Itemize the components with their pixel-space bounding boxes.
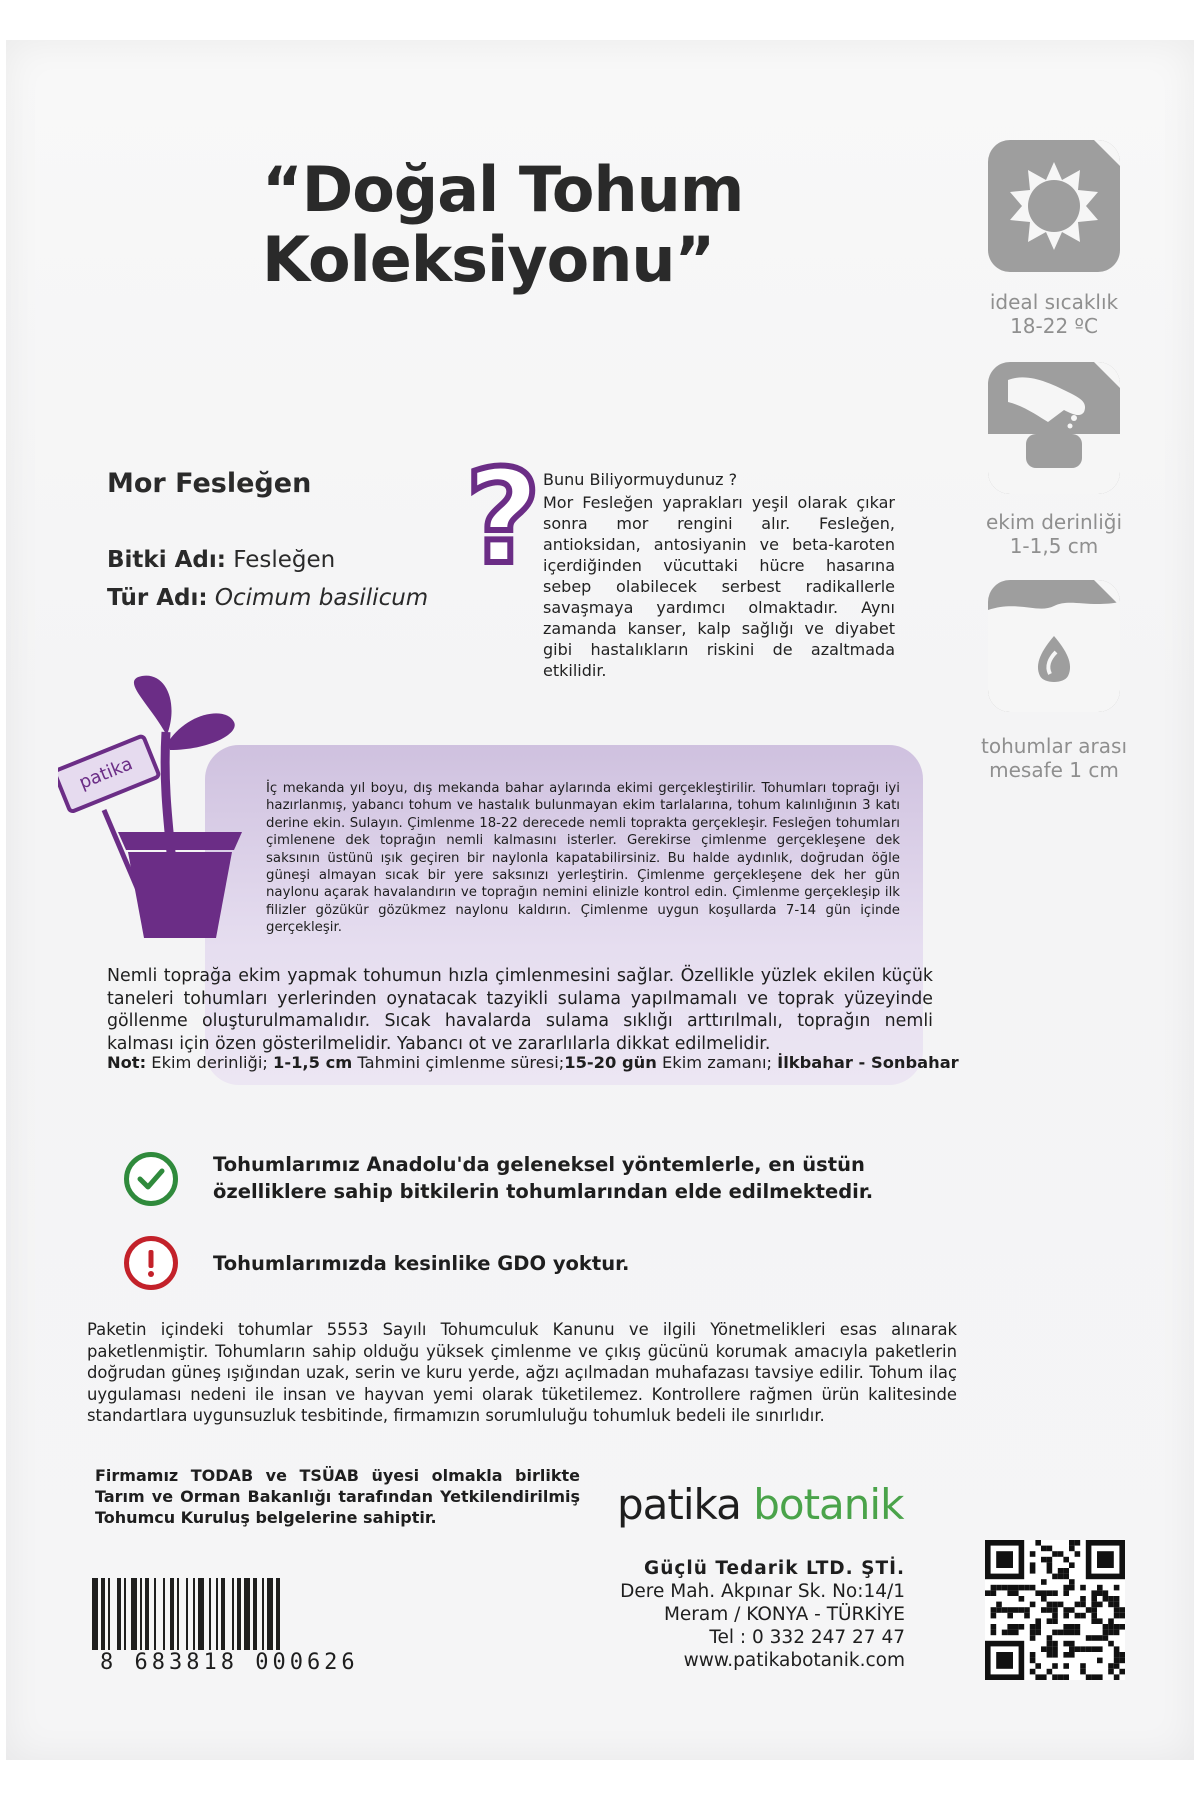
- qr-module: [1108, 1669, 1114, 1675]
- barcode-bar: [117, 1578, 121, 1650]
- qr-module: [1091, 1596, 1097, 1602]
- qr-module: [1052, 1602, 1058, 1608]
- qr-module: [1069, 1579, 1075, 1585]
- qr-module: [1013, 1630, 1019, 1636]
- question-mark-icon: ?: [465, 441, 541, 593]
- product-name: Mor Fesleğen: [107, 468, 312, 499]
- qr-module: [1086, 1674, 1092, 1680]
- qr-module: [1114, 1652, 1120, 1658]
- spacing-value: mesafe 1 cm: [989, 758, 1119, 782]
- company-phone: Tel : 0 332 247 27 47: [709, 1627, 905, 1648]
- brand-logo-part1: patika: [617, 1480, 754, 1529]
- traditional-methods-line-1: Tohumlarımız Anadolu'da geleneksel yöntemlerle, en üstün: [213, 1153, 865, 1176]
- barcode-bar: [216, 1578, 218, 1650]
- note-depth-label: Ekim derinliği;: [146, 1053, 274, 1072]
- qr-module: [1063, 1663, 1069, 1669]
- depth-value: 1-1,5 cm: [1009, 534, 1099, 558]
- qr-module: [1030, 1585, 1036, 1591]
- checkmark-icon: [124, 1152, 178, 1206]
- qr-module: [1047, 1590, 1053, 1596]
- qr-module: [1052, 1607, 1058, 1613]
- barcode-bar: [193, 1578, 195, 1650]
- qr-module: [1075, 1646, 1081, 1652]
- qr-module: [1052, 1590, 1058, 1596]
- qr-module: [1030, 1652, 1036, 1658]
- qr-module: [1119, 1658, 1125, 1664]
- qr-module: [1052, 1613, 1058, 1619]
- barcode-bar: [154, 1578, 156, 1650]
- qr-module: [1097, 1602, 1103, 1608]
- note-line: [107, 1053, 959, 1072]
- barcode-bar: [186, 1578, 188, 1650]
- qr-module: [996, 1602, 1002, 1608]
- qr-module: [1047, 1562, 1053, 1568]
- illustration-tag: patika: [76, 753, 136, 794]
- qr-module: [1063, 1641, 1069, 1647]
- sowing-instructions: İç mekanda yıl boyu, dış mekanda bahar aylarında ekimi gerçekleştirilir. Tohumları toprağı iyi hazırlanmış, yabancı tohum ve hastalık bulunmayan ekim tarlalarına, tohum kalınlığının 3 katı derine ekin. Sulayın. Çimlenme 18-22 derecede nemli toprakta gerçekleşir. Fesleğen tohumları çimlenene dek toprağın nemli kalmasını isterler. Gerekirse çimlenme gerçekleşene dek saksının üstünü ışık geçiren bir naylonla kapatabilirsiniz. Bu halde aydınlık, doğrudan öğle güneşi almayan sıcak bir yere saksınızı yerleştirin. Çimlenme gerçekleşene dek her gün naylonu açarak havalandırın ve toprağın nemini elinizle kontrol edin. Çimlenme gerçekleşip ilk filizler gözükür gözükmez naylonu kaldırın. Çimlenme uygun koşullarda 7-14 gün içinde gerçekleşir.: [266, 781, 900, 936]
- qr-module: [1069, 1562, 1075, 1568]
- qr-module: [1075, 1613, 1081, 1619]
- qr-module: [1019, 1596, 1025, 1602]
- qr-module: [1086, 1635, 1092, 1641]
- qr-module: [1114, 1613, 1120, 1619]
- qr-module: [1063, 1590, 1069, 1596]
- qr-code: [985, 1540, 1125, 1680]
- qr-finder-inner: [996, 1551, 1013, 1568]
- qr-module: [1052, 1618, 1058, 1624]
- qr-module: [1041, 1607, 1047, 1613]
- barcode-bar: [237, 1578, 241, 1650]
- barcode-bar: [145, 1578, 149, 1650]
- temperature-caption: [960, 290, 1148, 338]
- traditional-methods-statement: [213, 1151, 873, 1205]
- qr-module: [1075, 1602, 1081, 1608]
- qr-module: [1075, 1540, 1081, 1546]
- qr-module: [1114, 1630, 1120, 1636]
- qr-module: [1097, 1635, 1103, 1641]
- spacing-label: tohumlar arası: [980, 734, 1127, 758]
- qr-module: [1069, 1585, 1075, 1591]
- qr-module: [1047, 1557, 1053, 1563]
- qr-module: [1019, 1585, 1025, 1591]
- qr-module: [1047, 1635, 1053, 1641]
- barcode-bar: [209, 1578, 211, 1650]
- qr-module: [991, 1624, 997, 1630]
- barcode-bar: [267, 1578, 273, 1650]
- qr-module: [1063, 1585, 1069, 1591]
- plant-name-label: Bitki Adı:: [107, 547, 226, 573]
- qr-module: [1063, 1652, 1069, 1658]
- qr-module: [991, 1590, 997, 1596]
- qr-module: [1007, 1630, 1013, 1636]
- qr-module: [991, 1613, 997, 1619]
- qr-module: [1030, 1562, 1036, 1568]
- qr-module: [1069, 1646, 1075, 1652]
- qr-module: [1052, 1641, 1058, 1647]
- qr-module: [1091, 1635, 1097, 1641]
- qr-module: [1114, 1596, 1120, 1602]
- qr-module: [1041, 1546, 1047, 1552]
- barcode-bar: [221, 1578, 225, 1650]
- plant-name-value: Fesleğen: [233, 547, 336, 573]
- planting-hand-icon: [988, 362, 1120, 494]
- qr-module: [1058, 1551, 1064, 1557]
- qr-module: [1075, 1624, 1081, 1630]
- qr-module: [1002, 1585, 1008, 1591]
- qr-module: [1119, 1613, 1125, 1619]
- qr-module: [1103, 1635, 1109, 1641]
- barcode-bar: [244, 1578, 250, 1650]
- qr-module: [1058, 1630, 1064, 1636]
- barcode-bar: [198, 1578, 204, 1650]
- qr-module: [1080, 1602, 1086, 1608]
- qr-module: [1114, 1658, 1120, 1664]
- barcode-bar: [140, 1578, 142, 1650]
- qr-module: [1047, 1607, 1053, 1613]
- qr-module: [1114, 1607, 1120, 1613]
- qr-module: [1080, 1669, 1086, 1675]
- qr-module: [1069, 1652, 1075, 1658]
- qr-module: [1030, 1551, 1036, 1557]
- qr-module: [996, 1585, 1002, 1591]
- qr-module: [1119, 1624, 1125, 1630]
- note-depth-value: 1-1,5 cm: [273, 1053, 353, 1072]
- qr-module: [1097, 1646, 1103, 1652]
- barcode-bar: [177, 1578, 179, 1650]
- qr-module: [1069, 1630, 1075, 1636]
- qr-module: [1047, 1641, 1053, 1647]
- note-germ-label: Tahmini çimlenme süresi;: [352, 1053, 565, 1072]
- qr-module: [1091, 1590, 1097, 1596]
- qr-module: [1080, 1585, 1086, 1591]
- qr-finder-inner: [996, 1652, 1013, 1669]
- qr-module: [1103, 1596, 1109, 1602]
- note-season-label: Ekim zamanı;: [656, 1053, 778, 1072]
- qr-module: [1035, 1590, 1041, 1596]
- title-line-1: “Doğal Tohum: [262, 153, 744, 226]
- qr-module: [1069, 1540, 1075, 1546]
- qr-module: [1052, 1663, 1058, 1669]
- qr-module: [1069, 1641, 1075, 1647]
- qr-module: [1052, 1646, 1058, 1652]
- qr-module: [1024, 1613, 1030, 1619]
- qr-module: [1080, 1646, 1086, 1652]
- seed-spacing-icon: [988, 580, 1120, 712]
- qr-module: [1063, 1568, 1069, 1574]
- qr-module: [1063, 1624, 1069, 1630]
- qr-module: [1058, 1674, 1064, 1680]
- barcode-bar: [170, 1578, 174, 1650]
- qr-module: [1114, 1624, 1120, 1630]
- qr-module: [1041, 1646, 1047, 1652]
- qr-module: [1108, 1596, 1114, 1602]
- qr-module: [1063, 1674, 1069, 1680]
- qr-module: [1035, 1663, 1041, 1669]
- note-label: Not:: [107, 1053, 147, 1072]
- qr-module: [1108, 1624, 1114, 1630]
- qr-module: [1114, 1674, 1120, 1680]
- qr-module: [1047, 1546, 1053, 1552]
- qr-module: [1091, 1607, 1097, 1613]
- barcode-bar: [232, 1578, 234, 1650]
- qr-module: [1103, 1590, 1109, 1596]
- qr-module: [1097, 1585, 1103, 1591]
- did-you-know-text: Mor Fesleğen yaprakları yeşil olarak çıkar sonra mor rengini alır. Fesleğen, antioksidan, antosiyanin ve beta-karoten içerdiğinden vücuttaki hücre hasarına sebep olabilecek serbest radikallerle savaşmaya yardımcı olmaktadır. Aynı zamanda kanser, kalp sağlığı ve diyabet gibi hastalıkların riskini de azaltmada etkilidir.: [543, 493, 895, 680]
- qr-module: [1063, 1574, 1069, 1580]
- qr-module: [1041, 1674, 1047, 1680]
- barcode-bar: [101, 1578, 105, 1650]
- watering-instructions: Nemli toprağa ekim yapmak tohumun hızla çimlenmesini sağlar. Özellikle yüzlek ekilen küçük taneleri tohumları yerlerinden oynatacak tazyikli sulama yapılmamalı ve toprak yüzeyinde göllenme oluşturulmamalıdır. Sıcak havalarda sulama sıklığı arttırılmalı, toprağın nemli kalması için özen gösterilmelidir. Yabancı ot ve zararlılarla dikkat edilmelidir.: [107, 966, 933, 1054]
- qr-module: [1052, 1652, 1058, 1658]
- qr-module: [1035, 1540, 1041, 1546]
- qr-module: [1052, 1630, 1058, 1636]
- company-address-1: Dere Mah. Akpınar Sk. No:14/1: [620, 1581, 905, 1602]
- qr-module: [1058, 1568, 1064, 1574]
- qr-module: [1013, 1585, 1019, 1591]
- qr-module: [1030, 1602, 1036, 1608]
- qr-module: [1041, 1590, 1047, 1596]
- qr-module: [1069, 1546, 1075, 1552]
- qr-module: [991, 1585, 997, 1591]
- qr-module: [1007, 1624, 1013, 1630]
- potted-sprout-icon: [58, 672, 278, 942]
- temperature-label: ideal sıcaklık: [989, 290, 1119, 314]
- qr-module: [1097, 1658, 1103, 1664]
- species-name-row: [107, 585, 428, 611]
- qr-module: [1091, 1618, 1097, 1624]
- qr-module: [1035, 1618, 1041, 1624]
- barcode-bar: [108, 1578, 110, 1650]
- qr-module: [1047, 1646, 1053, 1652]
- qr-module: [1041, 1579, 1047, 1585]
- barcode-bar: [92, 1578, 98, 1650]
- no-gmo-statement: Tohumlarımızda kesinlike GDO yoktur.: [213, 1252, 630, 1275]
- depth-label: ekim derinliği: [985, 510, 1123, 534]
- qr-module: [1108, 1630, 1114, 1636]
- qr-module: [1052, 1551, 1058, 1557]
- qr-module: [1080, 1663, 1086, 1669]
- barcode-bar: [163, 1578, 165, 1650]
- qr-module: [1097, 1674, 1103, 1680]
- qr-module: [1069, 1624, 1075, 1630]
- qr-module: [1080, 1613, 1086, 1619]
- company-info: [605, 1557, 905, 1672]
- qr-module: [1035, 1624, 1041, 1630]
- qr-module: [1108, 1641, 1114, 1647]
- qr-module: [1052, 1574, 1058, 1580]
- qr-module: [1114, 1646, 1120, 1652]
- qr-module: [1019, 1624, 1025, 1630]
- qr-module: [1075, 1551, 1081, 1557]
- barcode: [92, 1578, 382, 1650]
- qr-module: [1063, 1557, 1069, 1563]
- qr-module: [1030, 1568, 1036, 1574]
- qr-module: [1097, 1590, 1103, 1596]
- qr-module: [991, 1630, 997, 1636]
- plant-name-row: [107, 547, 335, 573]
- qr-module: [1091, 1602, 1097, 1608]
- qr-module: [1047, 1568, 1053, 1574]
- barcode-bar: [276, 1578, 280, 1650]
- barcode-bar: [262, 1578, 264, 1650]
- qr-module: [1114, 1602, 1120, 1608]
- spacing-caption: [960, 734, 1148, 782]
- qr-module: [1058, 1574, 1064, 1580]
- barcode-number: 8 683818 000626: [100, 1650, 359, 1675]
- qr-module: [1030, 1624, 1036, 1630]
- qr-module: [1030, 1669, 1036, 1675]
- qr-module: [1091, 1646, 1097, 1652]
- qr-module: [1114, 1663, 1120, 1669]
- qr-module: [1030, 1658, 1036, 1664]
- company-address-2: Meram / KONYA - TÜRKİYE: [663, 1604, 905, 1625]
- company-website: www.patikabotanik.com: [683, 1650, 905, 1671]
- qr-module: [1002, 1607, 1008, 1613]
- qr-module: [1019, 1607, 1025, 1613]
- qr-module: [1007, 1607, 1013, 1613]
- qr-module: [1108, 1618, 1114, 1624]
- depth-caption: [960, 510, 1148, 558]
- qr-module: [1002, 1630, 1008, 1636]
- brand-logo: [617, 1480, 903, 1529]
- qr-module: [1108, 1663, 1114, 1669]
- qr-module: [1119, 1652, 1125, 1658]
- qr-module: [1024, 1607, 1030, 1613]
- qr-module: [1030, 1630, 1036, 1636]
- qr-finder-inner: [1097, 1551, 1114, 1568]
- qr-module: [1013, 1624, 1019, 1630]
- company-name: Güçlü Tedarik LTD. ŞTİ.: [644, 1558, 905, 1579]
- qr-module: [1114, 1585, 1120, 1591]
- qr-module: [1063, 1630, 1069, 1636]
- membership-text: Firmamız TODAB ve TSÜAB üyesi olmakla birlikte Tarım ve Orman Bakanlığı tarafından Yetkilendirilmiş Tohumcu Kuruluş belgelerine sahiptir.: [95, 1466, 580, 1527]
- brand-logo-part2: botanik: [753, 1480, 904, 1529]
- qr-module: [1119, 1607, 1125, 1613]
- qr-module: [1007, 1590, 1013, 1596]
- qr-module: [1063, 1607, 1069, 1613]
- qr-module: [1047, 1602, 1053, 1608]
- qr-module: [1035, 1630, 1041, 1636]
- qr-module: [1091, 1674, 1097, 1680]
- qr-module: [1041, 1557, 1047, 1563]
- qr-module: [1063, 1613, 1069, 1619]
- qr-module: [1069, 1607, 1075, 1613]
- note-season-value: İlkbahar - Sonbahar: [777, 1053, 959, 1072]
- barcode-bar: [131, 1578, 137, 1650]
- qr-module: [1047, 1618, 1053, 1624]
- qr-module: [985, 1590, 991, 1596]
- exclamation-icon: [124, 1236, 178, 1290]
- qr-module: [1035, 1674, 1041, 1680]
- qr-module: [1119, 1669, 1125, 1675]
- qr-module: [1075, 1630, 1081, 1636]
- page-title: [262, 155, 862, 295]
- note-germ-value: 15-20 gün: [564, 1053, 657, 1072]
- qr-module: [1086, 1646, 1092, 1652]
- traditional-methods-line-2: özelliklere sahip bitkilerin tohumlarından elde edilmektedir.: [213, 1180, 874, 1203]
- did-you-know-title: Bunu Biliyormuydunuz ?: [543, 470, 738, 489]
- qr-module: [1080, 1596, 1086, 1602]
- qr-module: [1103, 1624, 1109, 1630]
- qr-module: [1047, 1652, 1053, 1658]
- qr-module: [1030, 1635, 1036, 1641]
- qr-module: [996, 1607, 1002, 1613]
- title-line-2: Koleksiyonu”: [262, 223, 715, 296]
- qr-module: [1041, 1596, 1047, 1602]
- qr-module: [1097, 1618, 1103, 1624]
- qr-module: [1007, 1613, 1013, 1619]
- barcode-bar: [124, 1578, 126, 1650]
- qr-module: [1058, 1602, 1064, 1608]
- qr-module: [1108, 1602, 1114, 1608]
- legal-text: Paketin içindeki tohumlar 5553 Sayılı Tohumculuk Kanunu ve ilgili Yönetmelikleri esas alınarak paketlenmiştir. Tohumların sahip olduğu yüksek çimlenme ve çıkış gücünü korumak amacıyla paketlerin doğrudan güneş ışığından uzak, serin ve kuru yerde, ağzı açılmadan muhafazası tavsiye edilir. Tohum ilaç uygulaması nedeni ile insan ve hayvan yemi olarak tüketilemez. Kontrollere rağmen ürün kalitesinde standartlara uygunsuzluk tesbitinde, firmamızın sorumluluğu tohumluk bedeli ile sınırlıdır.: [87, 1320, 957, 1425]
- barcode-bar: [253, 1578, 257, 1650]
- qr-module: [991, 1607, 997, 1613]
- qr-module: [1013, 1590, 1019, 1596]
- qr-module: [1047, 1669, 1053, 1675]
- sun-icon: [988, 140, 1120, 272]
- qr-module: [1103, 1630, 1109, 1636]
- qr-module: [1086, 1607, 1092, 1613]
- qr-module: [1007, 1585, 1013, 1591]
- qr-module: [1052, 1674, 1058, 1680]
- qr-module: [1024, 1585, 1030, 1591]
- temperature-value: 18-22 ºC: [1010, 314, 1098, 338]
- qr-module: [1013, 1607, 1019, 1613]
- species-name-value: Ocimum basilicum: [214, 585, 429, 611]
- qr-module: [1091, 1613, 1097, 1619]
- species-name-label: Tür Adı:: [107, 585, 208, 611]
